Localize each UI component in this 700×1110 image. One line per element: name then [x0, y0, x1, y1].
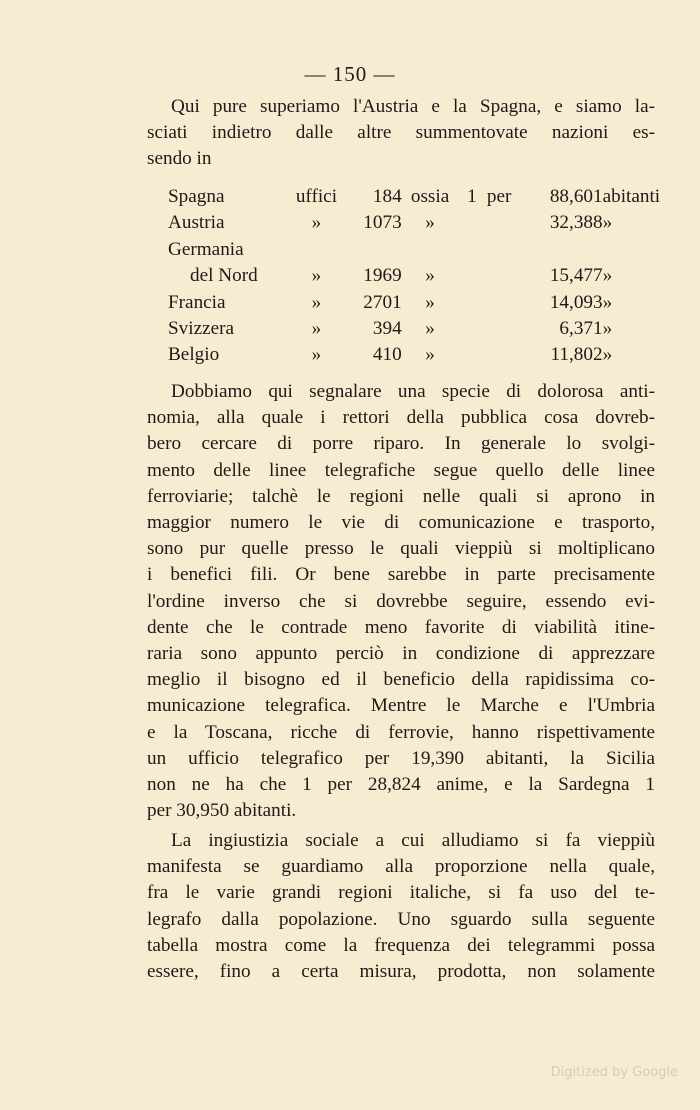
label-cell — [485, 263, 513, 289]
text-line: sono pur quelle presso le quali vieppiù si moltiplicano — [147, 538, 655, 560]
text-line: fra le varie grandi regioni italiche, si fa uso del te- — [147, 882, 655, 904]
unit-cell: » — [602, 291, 613, 313]
text-line: meglio il bisogno ed il beneficio della rapidissima co- — [147, 669, 655, 691]
text-line: raria sono appunto perciò in condizione di apprezzare — [147, 643, 655, 665]
text-line: legrafo dalla popolazione. Uno sguardo sulla seguente — [147, 908, 655, 930]
unit-cell: » — [602, 212, 613, 234]
inhabitants-cell: 6,371 — [559, 318, 603, 340]
country-cell: Austria — [168, 212, 225, 234]
unit-cell: » — [602, 318, 613, 340]
text-line: i benefici fili. Or bene sarebbe in parte precisamente — [147, 564, 655, 586]
inhabitants-cell: 14,093 — [549, 291, 603, 313]
text-line: manifesta se guardiamo alla proporzione nella quale, — [147, 856, 655, 878]
label-cell: uffici — [295, 186, 338, 207]
watermark: Digitized by Google — [550, 1065, 678, 1080]
label-cell: » — [425, 344, 435, 366]
inhabitants-cell: 32,388 — [549, 212, 603, 234]
label-cell: » — [311, 291, 322, 313]
table-row — [168, 210, 700, 236]
country-cell: Belgio — [168, 344, 220, 366]
text-line: municazione telegrafica. Mentre le Marche e l'Umbria — [147, 695, 655, 717]
label-cell — [292, 237, 341, 263]
offices-cell: 410 — [372, 344, 402, 366]
text-line: Dobbiamo qui segnalare una specie di dolorosa anti- — [171, 381, 655, 402]
table-row — [168, 316, 700, 342]
inhabitants-cell: 88,601 — [549, 186, 603, 207]
text-line: un ufficio telegrafico per 19,390 abitanti, la Sicilia — [147, 747, 655, 769]
label-cell: ossia — [410, 186, 450, 207]
unit-cell: » — [602, 344, 613, 366]
offices-cell: 2701 — [363, 291, 402, 313]
text-line: essere, fino a certa misura, prodotta, non solamente — [147, 961, 655, 983]
unit-cell: abitanti — [602, 186, 661, 207]
text-line: e la Toscana, ricche di ferrovie, hanno rispettivamente — [147, 721, 655, 743]
inhabitants-cell — [513, 237, 603, 263]
text-line: nomia, alla quale i rettori della pubblica cosa dovreb- — [147, 407, 655, 429]
offices-cell: 1073 — [363, 212, 402, 234]
country-cell: Svizzera — [168, 318, 235, 340]
text-line: Qui pure superiamo l'Austria e la Spagna, e siamo la- — [171, 96, 655, 117]
label-cell: » — [311, 344, 322, 366]
label-cell: » — [425, 318, 435, 340]
offices-cell: 1969 — [363, 265, 402, 287]
intro-paragraph — [147, 94, 655, 173]
country-cell: del Nord — [190, 265, 258, 287]
label-cell — [485, 210, 513, 236]
label-cell — [402, 237, 459, 263]
label-cell: » — [311, 318, 322, 340]
telegraph-offices-table — [168, 184, 700, 369]
country-cell: Germania — [168, 238, 244, 260]
label-cell: » — [425, 291, 435, 313]
text-line: l'ordine inverso che si dovrebbe seguire, essendo evi- — [147, 590, 655, 612]
label-cell: » — [311, 212, 322, 234]
table-row — [168, 263, 700, 289]
offices-cell: 184 — [372, 186, 402, 207]
label-cell — [458, 263, 485, 289]
table-row — [168, 184, 700, 210]
table-row — [168, 290, 700, 316]
label-cell — [485, 342, 513, 368]
label-cell — [485, 316, 513, 342]
unit-cell — [603, 237, 700, 263]
text-line: sciati indietro dalle altre summentovate nazioni es- — [147, 122, 655, 144]
table-row — [168, 342, 700, 368]
label-cell: 1 — [467, 186, 477, 207]
offices-cell: 394 — [372, 318, 402, 340]
unit-cell: » — [602, 265, 613, 287]
text-line: bero cercare di porre riparo. In generale lo svolgi- — [147, 433, 655, 455]
country-cell: Spagna — [168, 186, 225, 207]
country-cell: Francia — [168, 291, 226, 313]
page-number: — 150 — — [304, 62, 396, 86]
label-cell — [458, 210, 485, 236]
text-line: maggior numero le vie di comunicazione e trasporto, — [147, 512, 655, 534]
label-cell — [485, 237, 513, 263]
text-line: non ne ha che 1 per 28,824 anime, e la Sardegna 1 — [147, 774, 655, 796]
label-cell: per — [486, 186, 512, 207]
label-cell — [458, 316, 485, 342]
table-row — [168, 237, 700, 263]
inhabitants-cell: 11,802 — [550, 344, 603, 366]
text-line: La ingiustizia sociale a cui alludiamo si fa vieppiù — [171, 830, 655, 851]
label-cell: » — [425, 212, 435, 234]
text-line: per 30,950 abitanti. — [147, 800, 297, 822]
label-cell: » — [425, 265, 435, 287]
inhabitants-cell: 15,477 — [549, 265, 603, 287]
text-line: ferroviarie; talchè le regioni nelle quali si aprono in — [147, 485, 655, 507]
text-line: mento delle linee telegrafiche segue quello delle linee — [147, 459, 655, 481]
text-line: dente che le contrade meno favorite di viabilità itine- — [147, 616, 655, 638]
body-paragraph-2 — [147, 828, 655, 985]
label-cell — [458, 237, 485, 263]
label-cell — [458, 290, 485, 316]
text-line: sendo in — [147, 148, 212, 170]
label-cell — [458, 342, 485, 368]
offices-cell — [341, 237, 402, 263]
label-cell: » — [311, 265, 322, 287]
body-paragraph-1 — [147, 379, 655, 824]
label-cell — [485, 290, 513, 316]
text-line: tabella mostra come la frequenza dei telegrammi possa — [147, 934, 655, 956]
